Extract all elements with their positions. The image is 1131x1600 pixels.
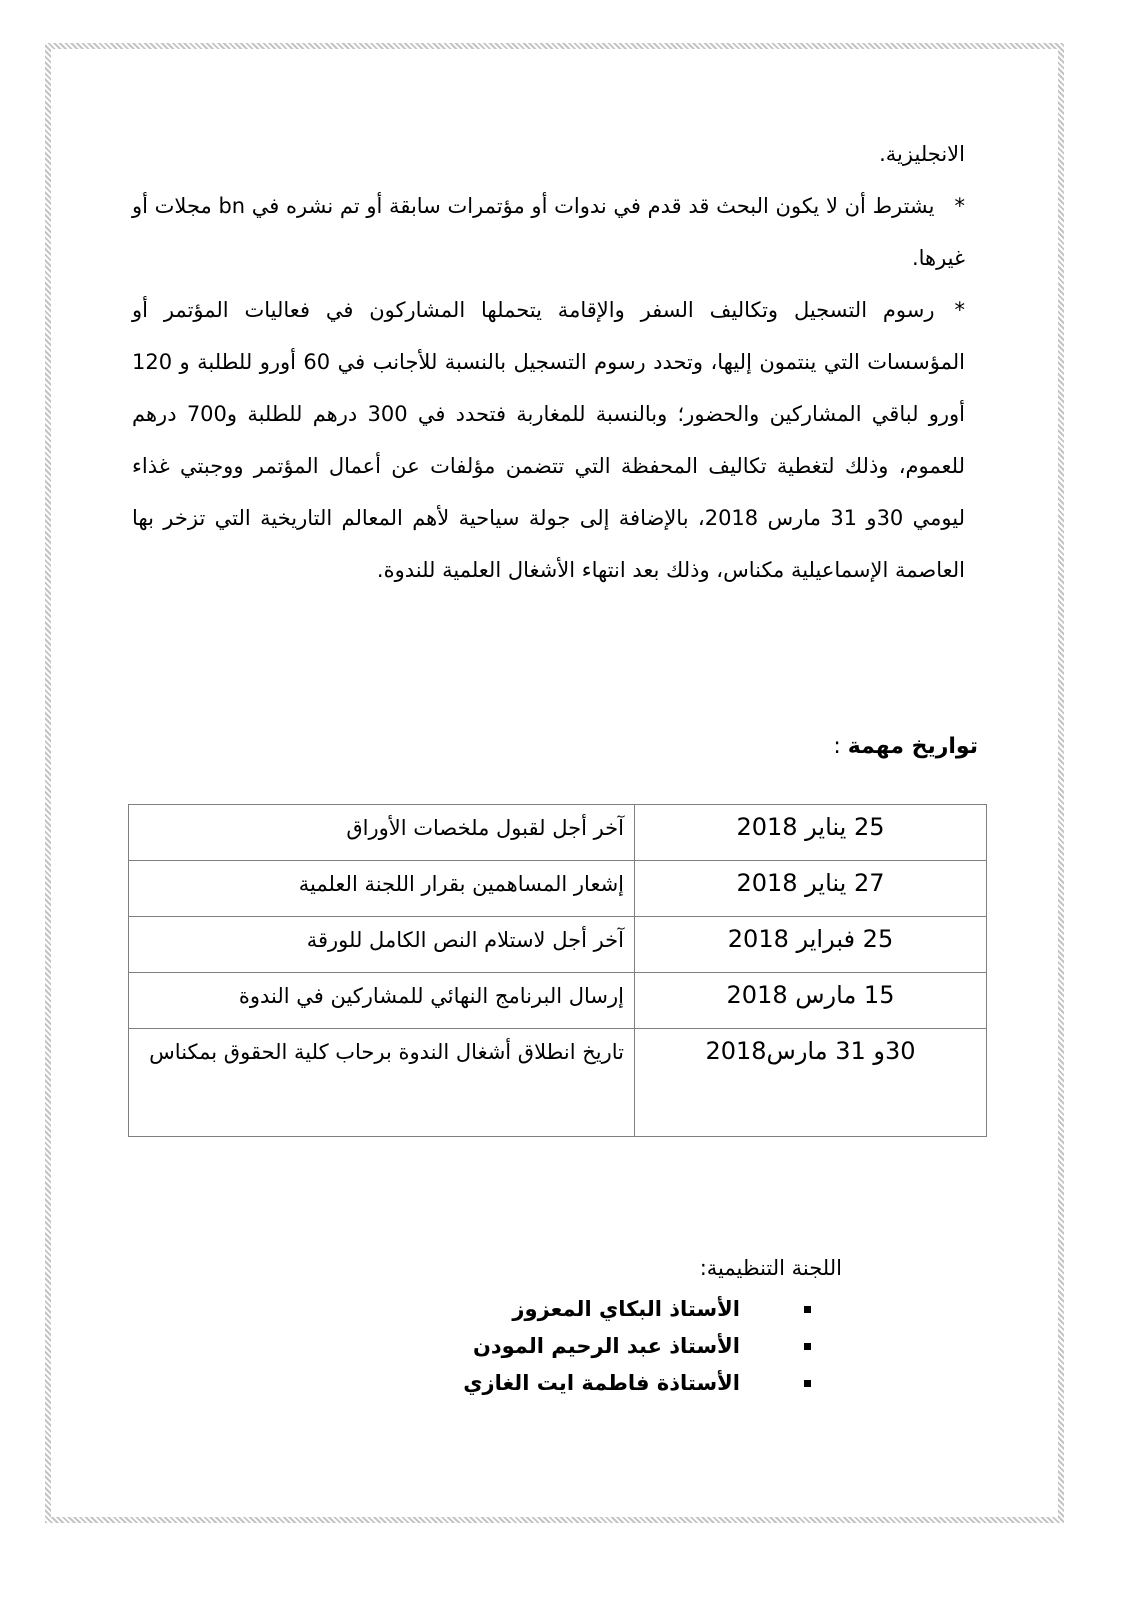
description-cell: إرسال البرنامج النهائي للمشاركين في الندوة bbox=[129, 973, 635, 1029]
member-name: الأستاذة فاطمة ايت الغازي bbox=[463, 1371, 740, 1395]
square-bullet-icon bbox=[804, 1343, 811, 1350]
organizing-committee-heading: اللجنة التنظيمية: bbox=[699, 1256, 842, 1280]
date-cell: 25 فبراير 2018 bbox=[635, 917, 987, 973]
member-name: الأستاذ البكاي المعزوز bbox=[512, 1297, 740, 1321]
description-cell: آخر أجل لقبول ملخصات الأوراق bbox=[129, 805, 635, 861]
table-row bbox=[129, 861, 987, 917]
member-name: الأستاذ عبد الرحيم المودن bbox=[472, 1334, 740, 1358]
square-bullet-icon bbox=[804, 1306, 811, 1313]
table-row bbox=[129, 1029, 987, 1137]
important-dates-heading bbox=[833, 734, 978, 759]
condition-tag: bn bbox=[218, 194, 246, 218]
paragraph-fees bbox=[132, 284, 965, 596]
list-item bbox=[463, 1328, 811, 1365]
asterisk-bullet: * bbox=[954, 194, 965, 218]
asterisk-bullet: * bbox=[954, 298, 965, 322]
fees-text: رسوم التسجيل وتكاليف السفر والإقامة يتحملها المشاركون في فعاليات المؤتمر أو المؤسسات التي ينتمون إليها، وتحدد رسوم التسجيل بالنسبة للأجانب في 60 أورو للطلبة و 120 أورو لباقي المشاركين والحضور؛ وبالنسبة للمغاربة فتحدد في 300 درهم للطلبة و700 درهم للعموم، وذلك لتغطية تكاليف المحفظة التي تتضمن مؤلفات عن أعمال المؤتمر ووجبتي غذاء ليومي 30و 31 مارس 2018، بالإضافة إلى جولة سياحية لأهم المعالم التاريخية التي تزخر بها العاصمة الإسماعيلية مكناس، وذلك بعد انتهاء الأشغال العلمية للندوة. bbox=[132, 298, 965, 582]
condition-text-a: يشترط أن لا يكون البحث قد قدم في ندوات أو مؤتمرات سابقة أو تم نشره في bbox=[245, 194, 935, 218]
date-cell: 25 يناير 2018 bbox=[635, 805, 987, 861]
date-cell: 27 يناير 2018 bbox=[635, 861, 987, 917]
list-item bbox=[463, 1365, 811, 1402]
list-item bbox=[463, 1291, 811, 1328]
date-cell: 30و 31 مارس2018 bbox=[635, 1029, 987, 1137]
body-text bbox=[132, 128, 965, 596]
square-bullet-icon bbox=[804, 1380, 811, 1387]
important-dates-title: تواريخ مهمة bbox=[847, 734, 978, 759]
date-cell: 15 مارس 2018 bbox=[635, 973, 987, 1029]
paragraph-continuation: الانجليزية. bbox=[879, 142, 965, 166]
condition-text-b: مجلات أو غيرها. bbox=[132, 194, 965, 270]
important-dates-table bbox=[128, 804, 987, 1137]
heading-colon: : bbox=[833, 734, 848, 759]
description-cell: إشعار المساهمين بقرار اللجنة العلمية bbox=[129, 861, 635, 917]
committee-members-list bbox=[463, 1291, 811, 1402]
description-cell: آخر أجل لاستلام النص الكامل للورقة bbox=[129, 917, 635, 973]
table-row bbox=[129, 973, 987, 1029]
table-row bbox=[129, 917, 987, 973]
table-row bbox=[129, 805, 987, 861]
paragraph-condition bbox=[132, 180, 965, 284]
description-cell: تاريخ انطلاق أشغال الندوة برحاب كلية الحقوق بمكناس bbox=[129, 1029, 635, 1137]
